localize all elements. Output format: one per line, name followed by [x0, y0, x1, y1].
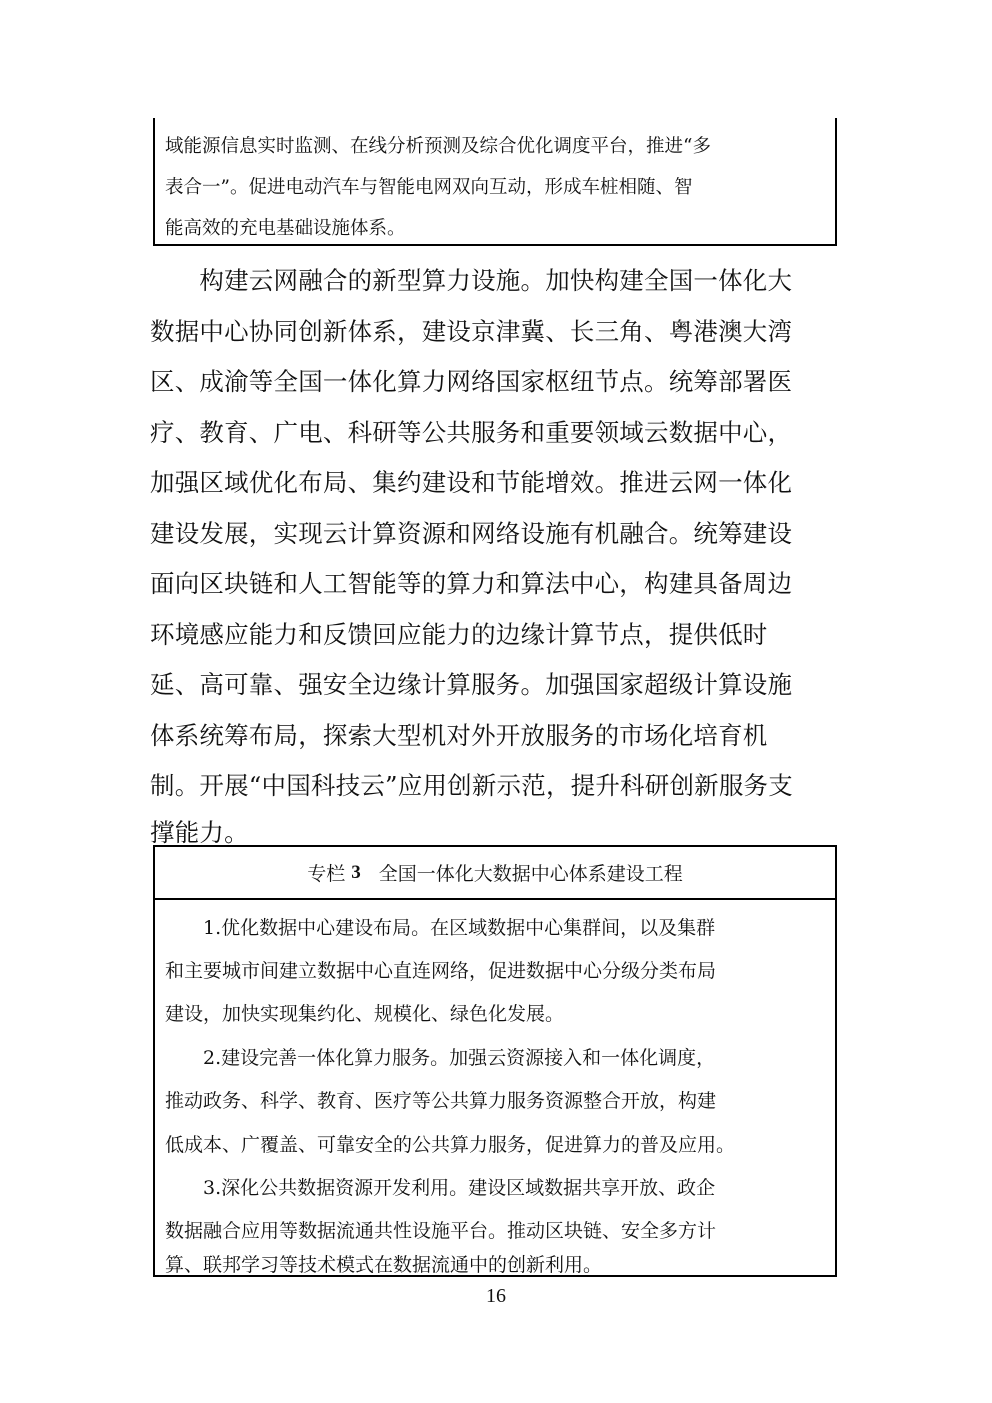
body-line: 体系统筹布局，探索大型机对外开放服务的市场化培育机	[150, 721, 768, 750]
column-title-row	[155, 847, 835, 900]
column-title: 全国一体化大数据中心体系建设工程	[378, 863, 683, 885]
body-line: 疗、教育、广电、科研等公共服务和重要领域云数据中心，	[150, 418, 793, 447]
body-line: 加强区域优化布局、集约建设和节能增效。推进云网一体化	[150, 468, 793, 497]
body-line: 制。开展“中国科技云”应用创新示范，提升科研创新服务支	[150, 771, 793, 800]
body-line: 建设发展，实现云计算资源和网络设施有机融合。统筹建设	[150, 519, 793, 548]
column-number: 3	[351, 861, 361, 883]
top-box-line: 表合一”。促进电动汽车与智能电网双向互动，形成车桩相随、智	[165, 177, 693, 198]
body-line: 环境感应能力和反馈回应能力的边缘计算节点，提供低时	[150, 620, 768, 649]
column-line: 数据融合应用等数据流通共性设施平台。推动区块链、安全多方计	[165, 1220, 717, 1242]
column-line: 推动政务、科学、教育、医疗等公共算力服务资源整合开放，构建	[165, 1090, 717, 1112]
column-label: 专栏	[307, 863, 346, 885]
top-box-line: 能高效的充电基础设施体系。	[165, 218, 406, 239]
column-box	[153, 845, 837, 1277]
body-line: 区、成渝等全国一体化算力网络国家枢纽节点。统筹部署医	[150, 367, 793, 396]
column-line: 算、联邦学习等技术模式在数据流通中的创新利用。	[165, 1254, 603, 1276]
body-line: 面向区块链和人工智能等的算力和算法中心，构建具备周边	[150, 569, 793, 598]
column-line: 2.建设完善一体化算力服务。加强云资源接入和一体化调度，	[165, 1047, 716, 1069]
column-line: 建设，加快实现集约化、规模化、绿色化发展。	[165, 1003, 565, 1025]
column-line: 和主要城市间建立数据中心直连网络，促进数据中心分级分类布局	[165, 960, 717, 982]
top-box	[153, 118, 837, 246]
column-line: 低成本、广覆盖、可靠安全的公共算力服务，促进算力的普及应用。	[165, 1134, 736, 1156]
column-line: 1.优化数据中心建设布局。在区域数据中心集群间，以及集群	[165, 917, 716, 939]
body-line: 延、高可靠、强安全边缘计算服务。加强国家超级计算设施	[150, 670, 793, 699]
page-number: 16	[486, 1285, 506, 1307]
body-line: 构建云网融合的新型算力设施。加快构建全国一体化大	[150, 266, 793, 295]
top-box-line: 域能源信息实时监测、在线分析预测及综合优化调度平台，推进“多	[165, 136, 711, 157]
body-line: 撑能力。	[150, 818, 249, 847]
column-line: 3.深化公共数据资源开发利用。建设区域数据共享开放、政企	[165, 1177, 716, 1199]
body-line: 数据中心协同创新体系，建设京津冀、长三角、粤港澳大湾	[150, 317, 793, 346]
